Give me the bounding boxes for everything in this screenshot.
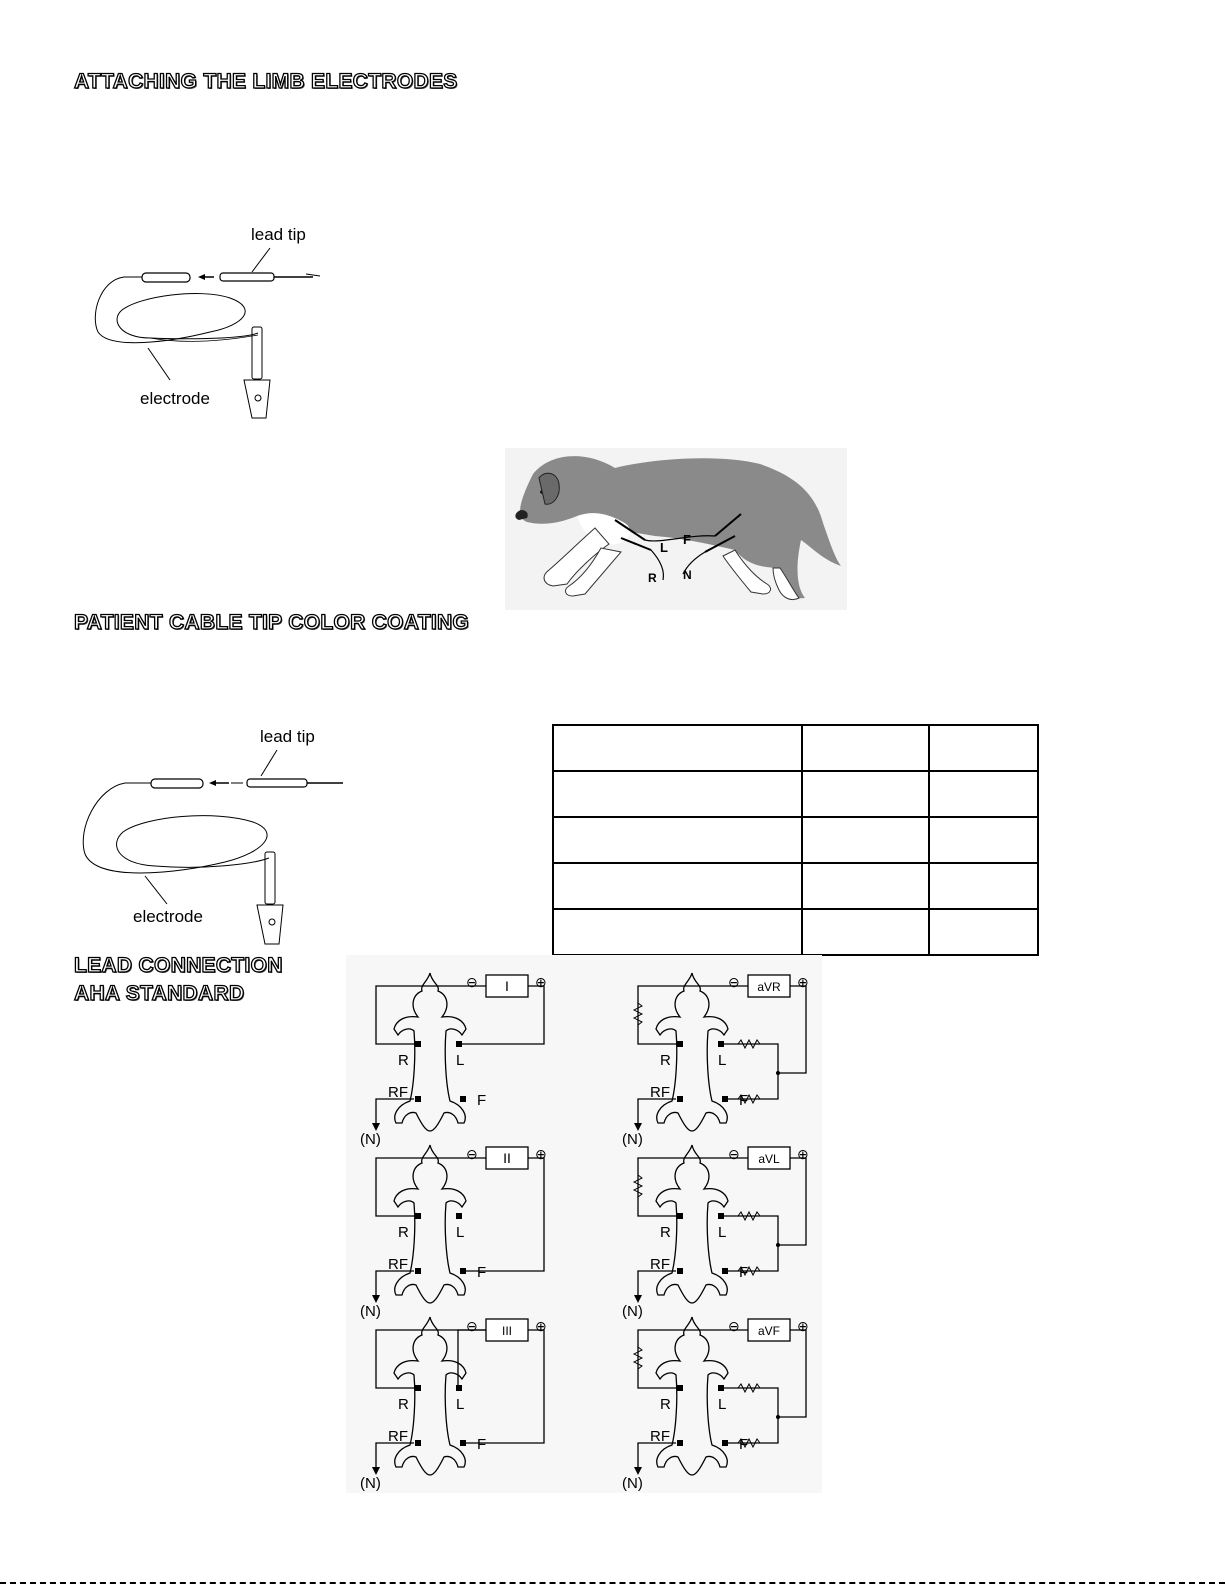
- lead-box-label: III: [501, 1324, 513, 1338]
- neutral-label: (N): [622, 1303, 643, 1320]
- heading-cable-tip-color: PATIENT CABLE TIP COLOR COATING: [74, 611, 470, 634]
- table-row: [553, 863, 1038, 909]
- table-cell: [802, 771, 929, 817]
- electrode-label-2: electrode: [133, 907, 203, 926]
- heading-attaching-limb-electrodes: ATTACHING THE LIMB ELECTRODES: [74, 70, 458, 93]
- limb-label-f: F: [477, 1264, 487, 1281]
- table-cell: [929, 771, 1038, 817]
- table-cell: [553, 771, 802, 817]
- minus-terminal: ⊖: [728, 1146, 740, 1162]
- neutral-label: (N): [360, 1131, 381, 1148]
- table-cell: [802, 863, 929, 909]
- minus-terminal: ⊖: [728, 974, 740, 990]
- dog-label-n: N: [683, 568, 692, 582]
- limb-label-rf: RF: [388, 1256, 408, 1273]
- limb-label-l: L: [456, 1224, 465, 1241]
- dog-label-f: F: [683, 532, 691, 547]
- lead-tip-label-2: lead tip: [260, 727, 315, 746]
- table-row: [553, 771, 1038, 817]
- lead-box-label: aVF: [757, 1324, 781, 1338]
- electrode-label: electrode: [140, 389, 210, 408]
- page-bottom-rule: [0, 1582, 1225, 1584]
- limb-label-f: F: [739, 1264, 749, 1281]
- lead-box-label: aVR: [757, 980, 781, 994]
- limb-label-l: L: [456, 1396, 465, 1413]
- electrode-figure-bottom: [75, 724, 350, 949]
- dog-label-r: R: [648, 571, 657, 585]
- neutral-label: (N): [360, 1475, 381, 1492]
- limb-label-f: F: [739, 1092, 749, 1109]
- limb-label-l: L: [456, 1052, 465, 1069]
- limb-label-r: R: [398, 1396, 409, 1413]
- limb-label-r: R: [660, 1396, 671, 1413]
- limb-label-r: R: [660, 1052, 671, 1069]
- table-cell: [802, 817, 929, 863]
- limb-label-l: L: [718, 1396, 727, 1413]
- table-cell: [553, 725, 802, 771]
- heading-aha-standard: AHA STANDARD: [74, 982, 245, 1005]
- neutral-label: (N): [622, 1475, 643, 1492]
- lead-connection-diagrams: [346, 955, 822, 1493]
- plus-terminal: ⊕: [535, 1146, 547, 1162]
- plus-terminal: ⊕: [797, 1146, 809, 1162]
- table-cell: [929, 817, 1038, 863]
- limb-label-r: R: [398, 1052, 409, 1069]
- dog-label-l: L: [660, 540, 668, 555]
- neutral-label: (N): [360, 1303, 381, 1320]
- table-row: [553, 817, 1038, 863]
- limb-label-r: R: [398, 1224, 409, 1241]
- plus-terminal: ⊕: [535, 1318, 547, 1334]
- heading-lead-connection: LEAD CONNECTION: [74, 954, 283, 977]
- lead-box-label: II: [503, 1150, 511, 1166]
- table-row: [553, 725, 1038, 771]
- table-cell: [929, 725, 1038, 771]
- table-cell: [929, 909, 1038, 955]
- cable-tip-color-table: [552, 724, 1039, 956]
- electrode-figure-top: [80, 220, 340, 425]
- limb-label-l: L: [718, 1052, 727, 1069]
- limb-label-rf: RF: [650, 1084, 670, 1101]
- minus-terminal: ⊖: [466, 1318, 478, 1334]
- dog-illustration: [505, 448, 847, 610]
- plus-terminal: ⊕: [797, 1318, 809, 1334]
- table-cell: [553, 863, 802, 909]
- table-cell: [802, 909, 929, 955]
- limb-label-r: R: [660, 1224, 671, 1241]
- table-cell: [553, 817, 802, 863]
- lead-tip-label: lead tip: [251, 225, 306, 244]
- limb-label-l: L: [718, 1224, 727, 1241]
- plus-terminal: ⊕: [797, 974, 809, 990]
- minus-terminal: ⊖: [466, 974, 478, 990]
- lead-box-label: aVL: [758, 1152, 780, 1166]
- neutral-label: (N): [622, 1131, 643, 1148]
- limb-label-rf: RF: [388, 1428, 408, 1445]
- limb-label-f: F: [477, 1092, 487, 1109]
- table-cell: [802, 725, 929, 771]
- limb-label-f: F: [477, 1436, 487, 1453]
- limb-label-rf: RF: [650, 1428, 670, 1445]
- plus-terminal: ⊕: [535, 974, 547, 990]
- table-cell: [553, 909, 802, 955]
- limb-label-rf: RF: [388, 1084, 408, 1101]
- table-cell: [929, 863, 1038, 909]
- limb-label-f: F: [739, 1436, 749, 1453]
- lead-box-label: I: [505, 978, 509, 994]
- minus-terminal: ⊖: [728, 1318, 740, 1334]
- table-row: [553, 909, 1038, 955]
- limb-label-rf: RF: [650, 1256, 670, 1273]
- minus-terminal: ⊖: [466, 1146, 478, 1162]
